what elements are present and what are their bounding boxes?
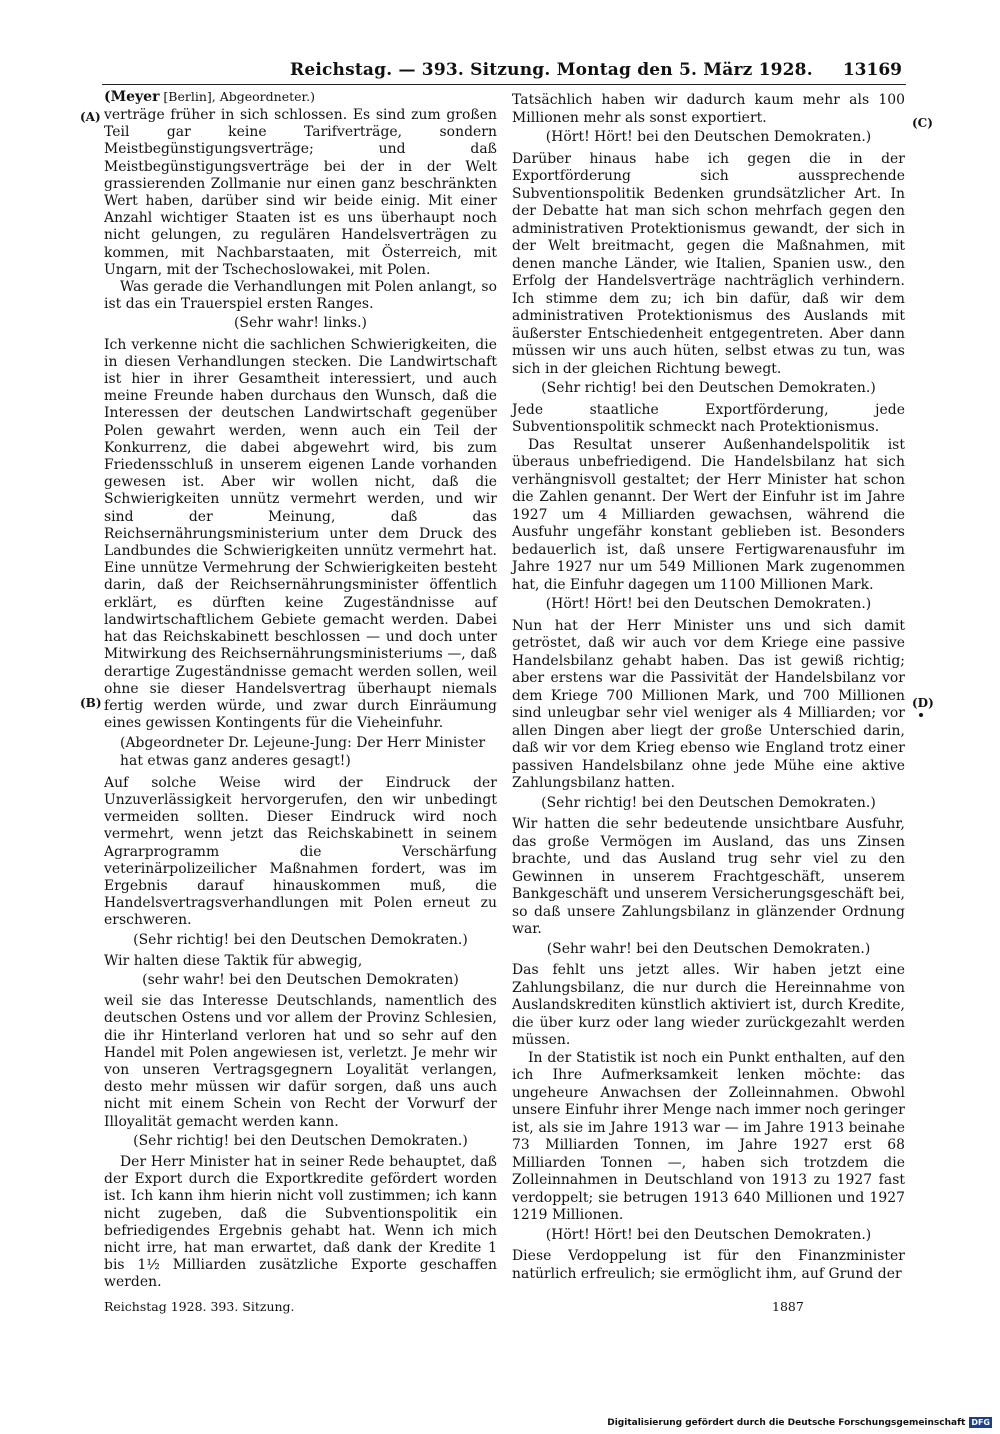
- margin-marker-a: (A): [80, 110, 101, 124]
- paragraph: Tatsächlich haben wir dadurch kaum mehr als 100 Millionen mehr als sonst exportiert.: [512, 92, 905, 126]
- paragraph: Nun hat der Herr Minister uns und sich damit getröstet, daß wir auch vor dem Kriege eine passive Handelsbilanz gehabt haben. Das ist gewiß richtig; aber erstens war die Passivität der Handelsbilanz vor dem Kriege 700 Millionen Mark, und 700 Millionen sind unleugbar sehr viel weniger als 4 Milliarden; vor allen Dingen aber liegt der große Unterschied darin, daß wir vor dem Krieg ebenso wie England trotz einer passiven Handelsbilanz ohne jede Mühe eine aktive Zahlungsbilanz hatten.: [512, 617, 905, 791]
- margin-dot: [919, 713, 923, 717]
- running-title: Reichstag. — 393. Sitzung. Montag den 5. März 1928.: [290, 60, 813, 80]
- digitization-credit: [607, 1417, 992, 1428]
- interjection: (Hört! Hört! bei den Deutschen Demokraten.): [545, 596, 872, 612]
- margin-marker-c: (C): [912, 116, 933, 130]
- paragraph: Jede staatliche Exportförderung, jede Subventionspolitik schmeckt nach Protektionismus.: [512, 401, 905, 435]
- margin-marker-b: (B): [80, 696, 102, 710]
- paragraph: In der Statistik ist noch ein Punkt enthalten, auf den ich Ihre Aufmerksamkeit lenken möchte: das ungeheure Anwachsen der Zolleinnahmen. Obwohl unsere Einfuhr ihrer Menge nach immer noch geringer ist, als sie im Jahre 1913 war — im Jahre 1913 beinahe 73 Milliarden Tonnen, im Jahre 1927 erst 68 Milliarden Tonnen —, haben sich trotzdem die Zolleinnahmen in Deutschland von 1913 zu 1927 fast verdoppelt; sie betrugen 1913 640 Millionen und 1927 1219 Millionen.: [512, 1049, 905, 1223]
- speaker-line: [104, 88, 497, 106]
- header-rule: [102, 84, 906, 85]
- interjection: (Sehr richtig! bei den Deutschen Demokraten.): [541, 794, 876, 811]
- interjection: (Abgeordneter Dr. Lejeune-Jung: Der Herr Minister hat etwas ganz anderes gesagt!): [120, 735, 486, 769]
- paragraph: Wir hatten die sehr bedeutende unsichtbare Ausfuhr, das große Vermögen im Ausland, das uns Zinsen brachte, und das Ausland trug sehr viel zu den Gewinnen in unserem Frachtgeschäft, unserem Bankgeschäft und unserem Versicherungsgeschäft bei, so daß unsere Zahlungsbilanz in glänzender Ordnung war.: [512, 816, 905, 937]
- interjection: (Sehr richtig! bei den Deutschen Demokraten.): [133, 931, 468, 948]
- interjection: (Sehr wahr! bei den Deutschen Demokraten.): [546, 940, 871, 957]
- footer-number: 1887: [772, 1299, 804, 1314]
- paragraph: Was gerade die Verhandlungen mit Polen anlangt, so ist das ein Trauerspiel ersten Ranges.: [104, 279, 497, 313]
- interjection: (Sehr richtig! bei den Deutschen Demokraten.): [541, 380, 876, 396]
- speaker-role: [Berlin], Abgeordneter.): [159, 89, 315, 104]
- paragraph: Wir halten diese Taktik für abwegig,: [104, 952, 363, 969]
- page-header: [100, 60, 904, 84]
- right-column: [512, 88, 905, 1283]
- left-column: [104, 88, 497, 1292]
- paragraph: weil sie das Interesse Deutschlands, namentlich des deutschen Ostens und vor allem der Provinz Schlesien, die ihr Hinterland verloren hat und so sehr auf den Handel mit Polen angewiesen ist, verletzt. Je mehr wir von unseren Vertragsgegnern Loyalität verlangen, desto mehr müssen wir dafür sorgen, daß uns auch nicht mit einem Schein von Recht der Vorwurf der Illoyalität gemacht werden kann.: [104, 993, 497, 1130]
- interjection: (sehr wahr! bei den Deutschen Demokraten): [142, 971, 459, 988]
- paragraph: Auf solche Weise wird der Eindruck der Unzuverlässigkeit hervorgerufen, den wir unbedingt vermeiden sollten. Dieser Eindruck wird noch vermehrt, wenn jetzt das Reichskabinett in seinem Agrarprogramm die Verschärfung veterinärpolizeilicher Maßnahmen fordert, was im Ergebnis darauf hinauskommen muß, die Handelsvertragsverhandlungen mit Polen erneut zu erschweren.: [104, 774, 497, 929]
- speaker-name: (Meyer: [104, 89, 160, 105]
- left-column-text: [104, 107, 497, 1292]
- right-column-text: [512, 92, 905, 1283]
- interjection: (Hört! Hört! bei den Deutschen Demokraten.): [545, 129, 872, 145]
- paragraph: Darüber hinaus habe ich gegen die in der Exportförderung sich aussprechende Subventionspolitik Bedenken grundsätzlicher Art. In der Debatte hat man sich schon mehrfach gegen den administrativen Protektionismus gewandt, der sich in der Welt breitmacht, gegen die Maßnahmen, mit denen manche Länder, wie Italien, Spanien usw., den Erfolg der Handelsverträge nachträglich verhindern. Ich stimme dem zu; ich bin dafür, daß wir dem administrativen Protektionismus des Auslands mit äußerster Entschiedenheit entgegentreten. Aber dann müssen wir uns auch hüten, selbst etwas zu tun, was sich in der gleichen Richtung bewegt.: [512, 150, 905, 377]
- paragraph: Der Herr Minister hat in seiner Rede behauptet, daß der Export durch die Exportkredite gefördert worden ist. Ich kann ihm hierin nicht voll zustimmen; ich kann nicht zugeben, daß die Subventionspolitik ein befriedigendes Ergebnis gehabt hat. Wenn ich mich nicht irre, hat man erwartet, daß dank der Kredite 1 bis 1½ Milliarden zusätzliche Exporte geschaffen werden.: [104, 1153, 497, 1291]
- paragraph: Diese Verdoppelung ist für den Finanzminister natürlich erfreulich; sie ermöglicht ihm, auf Grund der: [512, 1248, 905, 1282]
- paragraph: Das fehlt uns jetzt alles. Wir haben jetzt eine Zahlungsbilanz, die nur durch die Hereinnahme von Auslandskrediten künstlich aktiviert ist, durch Kredite, die über kurz oder lang wieder zurückgezahlt werden müssen.: [512, 962, 905, 1048]
- margin-marker-d: (D): [912, 696, 934, 710]
- paragraph: Das Resultat unserer Außenhandelspolitik ist überaus unbefriedigend. Die Handelsbilanz hat sich verhängnisvoll gestaltet; der Herr Minister hat schon die Zahlen genannt. Der Wert der Einfuhr ist im Jahre 1927 um 4 Milliarden gewachsen, während die Ausfuhr ungefähr konstant geblieben ist. Besonders bedauerlich ist, daß unsere Fertigwarenausfuhr im Jahre 1927 nur um 549 Millionen Mark zugenommen hat, die Einfuhr dagegen um 1100 Millionen Mark.: [512, 436, 905, 593]
- paragraph: Ich verkenne nicht die sachlichen Schwierigkeiten, die in diesen Verhandlungen stecken. Die Landwirtschaft ist hier in ihrer Gesamtheit interessiert, und auch meine Freunde haben durchaus den Wunsch, daß die Interessen der deutschen Landwirtschaft gegenüber Polen gewahrt werden, wenn auch ein Teil der Konkurrenz, die dabei abgewehrt wird, bis zum Friedensschluß in unserem eigenen Lande vorhanden gewesen ist. Aber wir wollen nicht, daß die Schwierigkeiten unnütz vermehrt werden, und wir sind der Meinung, daß das Reichsernährungsministerium unter dem Druck des Landbundes die Schwierigkeiten unnütz vermehrt hat. Eine unnütze Vermehrung der Schwierigkeiten besteht darin, daß der Reichsernährungsminister öffentlich erklärt, es dürften keine Zugeständnisse auf landwirtschaftlichem Gebiete gemacht werden. Dabei hat das Reichskabinett beschlossen — und doch unter Mitwirkung des Reichsernährungsministeriums —, daß derartige Zugeständnisse gemacht werden sollen, weil ohne sie dieser Handelsvertrag überhaupt niemals fertig werden würde, und zwar durch Einräumung eines gewissen Kontingents für die Vieheinfuhr.: [104, 336, 497, 732]
- page-number: 13169: [842, 60, 902, 80]
- paragraph: verträge früher in sich schlossen. Es sind zum großen Teil gar keine Tarifverträge, sondern Meistbegünstigungsverträge; und daß Meistbegünstigungsverträge bei der in der Welt grassierenden Zollmanie nur einen ganz beschränkten Wert haben, darüber sind wir beide einig. Mit einer Anzahl wichtiger Staaten ist es uns überhaupt noch nicht gelungen, zu regulären Handelsverträgen zu kommen, mit Nachbarstaaten, mit Österreich, mit Ungarn, mit der Tschechoslowakei, mit Polen.: [104, 107, 497, 278]
- credit-text: Digitalisierung gefördert durch die Deutsche Forschungsgemeinschaft: [607, 1417, 966, 1428]
- footer-signature: Reichstag 1928. 393. Sitzung.: [104, 1299, 295, 1314]
- interjection: (Hört! Hört! bei den Deutschen Demokraten.): [545, 1226, 872, 1243]
- interjection: (Sehr richtig! bei den Deutschen Demokraten.): [133, 1132, 468, 1149]
- dfg-logo: DFG: [971, 1418, 990, 1427]
- interjection: (Sehr wahr! links.): [233, 315, 368, 332]
